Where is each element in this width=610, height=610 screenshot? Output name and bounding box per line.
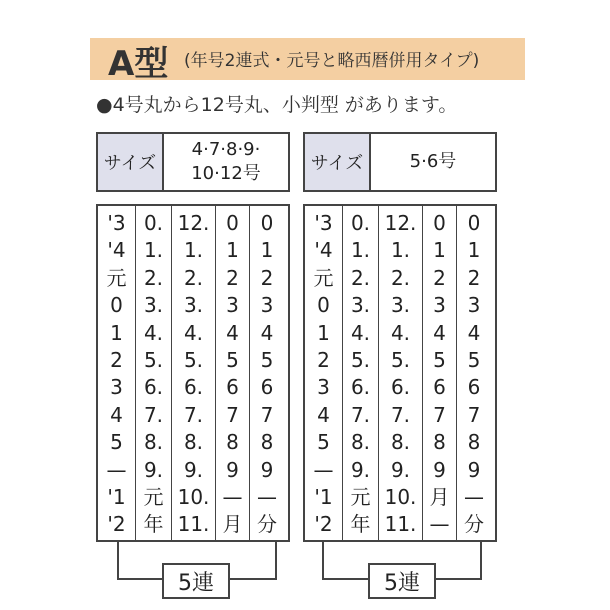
digit-cell: '3: [107, 211, 126, 235]
digit-cell: '1: [107, 484, 126, 509]
page-title: A型: [108, 44, 169, 84]
digit-cell: —: [464, 484, 484, 509]
digit-cell: 4.: [350, 320, 371, 345]
digit-cell: 8: [260, 430, 274, 455]
digit-cell: 0: [317, 293, 330, 318]
digit-cell: 7: [260, 402, 274, 427]
digit-cell: 年: [143, 512, 164, 537]
digit-cell: 5: [467, 347, 481, 372]
digit-cell: 9: [433, 457, 446, 482]
right-size-line1: 5·6号: [409, 151, 457, 172]
right-size-box: [303, 132, 497, 192]
digit-cell: 0.: [143, 211, 164, 235]
digit-cell: 12.: [177, 211, 210, 235]
right-size-value: [371, 134, 495, 190]
digit-cell: 6: [226, 375, 239, 400]
digit-cell: —: [222, 484, 243, 509]
digit-cell: 4: [260, 320, 274, 345]
digit-cell: 8: [433, 430, 446, 455]
digit-cell: 2.: [183, 265, 204, 290]
digit-cell: 4: [433, 320, 446, 345]
digit-cell: 0: [467, 211, 481, 235]
digit-cell: 7.: [143, 402, 164, 427]
digit-cell: —: [429, 512, 450, 537]
digit-cell: 9.: [390, 457, 411, 482]
digit-cell: 3.: [143, 293, 164, 318]
digit-cell: 5.: [183, 347, 204, 372]
digit-cell: 8: [226, 430, 239, 455]
digit-cell: 3: [467, 293, 481, 318]
digit-cell: 元: [350, 484, 371, 509]
digit-cell: 8: [467, 430, 481, 455]
digit-cell: 2.: [350, 265, 371, 290]
digit-cell: 6.: [183, 375, 204, 400]
digit-cell: 2: [317, 347, 330, 372]
digit-cell: 0: [433, 211, 446, 235]
left-column-4: [216, 206, 250, 540]
digit-cell: 4: [467, 320, 481, 345]
digit-cell: 3: [260, 293, 274, 318]
digit-cell: 0: [226, 211, 239, 235]
left-size-label: サイズ: [98, 134, 164, 190]
digit-cell: 5: [433, 347, 446, 372]
digit-cell: 9: [260, 457, 274, 482]
right-ren-label: 5連: [368, 563, 436, 599]
digit-cell: 2.: [143, 265, 164, 290]
right-column-4: [423, 206, 457, 540]
digit-cell: 1.: [143, 238, 164, 263]
right-column-2: [343, 206, 379, 540]
digit-cell: 1: [433, 238, 446, 263]
digit-cell: 12.: [384, 211, 417, 235]
right-column-5: [457, 206, 491, 540]
digit-cell: '2: [107, 512, 126, 537]
digit-cell: 2: [260, 265, 274, 290]
digit-cell: 4: [110, 402, 123, 427]
left-size-value: [164, 134, 288, 190]
digit-cell: 月: [222, 512, 243, 537]
digit-cell: 9.: [350, 457, 371, 482]
digit-cell: '3: [314, 211, 333, 235]
digit-cell: 7.: [350, 402, 371, 427]
digit-cell: —: [313, 457, 334, 482]
digit-cell: 4.: [390, 320, 411, 345]
digit-cell: 8.: [350, 430, 371, 455]
digit-cell: 2: [110, 347, 123, 372]
right-column-3: [379, 206, 423, 540]
left-ren-label: 5連: [162, 563, 230, 599]
digit-cell: —: [106, 457, 127, 482]
digit-cell: 1: [226, 238, 239, 263]
digit-cell: 5: [260, 347, 274, 372]
digit-cell: 年: [350, 512, 371, 537]
digit-cell: 3: [433, 293, 446, 318]
digit-cell: 3.: [350, 293, 371, 318]
digit-cell: 1: [467, 238, 481, 263]
digit-cell: '4: [314, 238, 333, 263]
digit-cell: 8.: [183, 430, 204, 455]
left-column-3: [172, 206, 216, 540]
digit-cell: 0.: [350, 211, 371, 235]
digit-cell: 6: [467, 375, 481, 400]
digit-cell: 7: [433, 402, 446, 427]
digit-cell: '1: [314, 484, 333, 509]
digit-cell: 2: [226, 265, 239, 290]
digit-cell: 11.: [177, 512, 210, 537]
digit-cell: —: [257, 484, 277, 509]
digit-cell: 6: [260, 375, 274, 400]
digit-cell: 8.: [390, 430, 411, 455]
digit-cell: 7.: [390, 402, 411, 427]
digit-cell: 6.: [143, 375, 164, 400]
digit-cell: 10.: [177, 484, 210, 509]
digit-cell: 3: [226, 293, 239, 318]
digit-cell: 6.: [350, 375, 371, 400]
digit-cell: 5: [226, 347, 239, 372]
right-column-1: [305, 206, 343, 540]
digit-cell: 4.: [143, 320, 164, 345]
digit-cell: '2: [314, 512, 333, 537]
description-text: ●4号丸から12号丸、小判型 があります。: [96, 94, 458, 116]
right-size-label: サイズ: [305, 134, 371, 190]
digit-cell: 11.: [384, 512, 417, 537]
digit-cell: 7: [467, 402, 481, 427]
digit-cell: 1.: [183, 238, 204, 263]
digit-cell: 元: [106, 265, 127, 290]
page-subtitle: (年号2連式・元号と略西暦併用タイプ): [184, 51, 480, 71]
digit-cell: 0: [260, 211, 274, 235]
digit-cell: 分: [257, 512, 277, 537]
digit-cell: 分: [464, 512, 484, 537]
digit-cell: 7: [226, 402, 239, 427]
digit-cell: 1: [260, 238, 274, 263]
left-column-2: [136, 206, 172, 540]
digit-cell: 9.: [183, 457, 204, 482]
digit-cell: 9: [226, 457, 239, 482]
digit-cell: 5.: [143, 347, 164, 372]
digit-cell: 1.: [350, 238, 371, 263]
digit-cell: 4: [226, 320, 239, 345]
digit-cell: 2: [433, 265, 446, 290]
digit-cell: 1: [110, 320, 123, 345]
digit-cell: 6.: [390, 375, 411, 400]
digit-cell: 6: [433, 375, 446, 400]
digit-cell: 4.: [183, 320, 204, 345]
digit-cell: 2: [467, 265, 481, 290]
digit-cell: 9: [467, 457, 481, 482]
right-digit-grid: [303, 204, 497, 542]
digit-cell: 3: [317, 375, 330, 400]
digit-cell: 3.: [390, 293, 411, 318]
left-size-box: [96, 132, 290, 192]
digit-cell: 5.: [350, 347, 371, 372]
digit-cell: '4: [107, 238, 126, 263]
left-size-line2: 10·12号: [191, 163, 261, 184]
digit-cell: 3: [110, 375, 123, 400]
left-digit-grid: [96, 204, 290, 542]
left-size-line1: 4·7·8·9·: [191, 139, 261, 160]
digit-cell: 1: [317, 320, 330, 345]
digit-cell: 5: [317, 430, 330, 455]
digit-cell: 9.: [143, 457, 164, 482]
left-column-5: [250, 206, 284, 540]
digit-cell: 7.: [183, 402, 204, 427]
digit-cell: 元: [143, 484, 164, 509]
digit-cell: 4: [317, 402, 330, 427]
left-column-1: [98, 206, 136, 540]
digit-cell: 5.: [390, 347, 411, 372]
digit-cell: 2.: [390, 265, 411, 290]
digit-cell: 10.: [384, 484, 417, 509]
digit-cell: 月: [429, 484, 450, 509]
digit-cell: 8.: [143, 430, 164, 455]
digit-cell: 元: [313, 265, 334, 290]
digit-cell: 0: [110, 293, 123, 318]
digit-cell: 3.: [183, 293, 204, 318]
digit-cell: 1.: [390, 238, 411, 263]
digit-cell: 5: [110, 430, 123, 455]
